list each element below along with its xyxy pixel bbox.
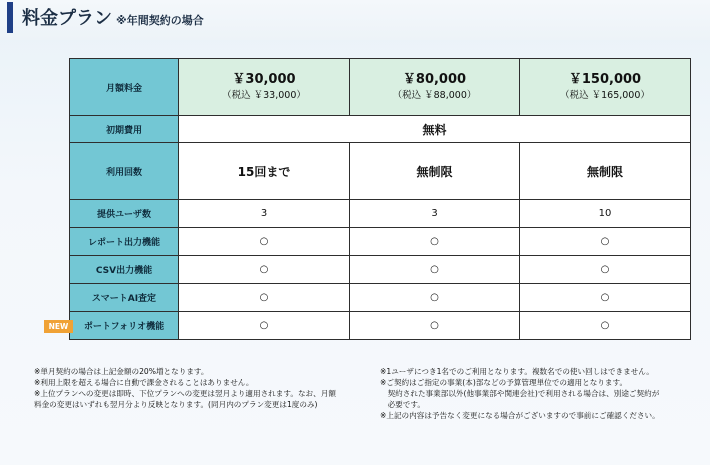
row-label-initial-fee: 初期費用 <box>70 116 179 143</box>
page-header <box>0 0 710 40</box>
notes-left <box>34 366 364 410</box>
note-line: ※利用上限を超える場合に自動で課金されることはありません。 <box>34 378 254 387</box>
note-line: 契約された事業部以外(他事業部や関連会社)で利用される場合は、別途ご契約が <box>380 389 660 398</box>
plan-usage: 無制限 <box>350 143 520 200</box>
row-label-smart-ai: スマートAI査定 <box>70 284 179 312</box>
table-row <box>70 228 691 256</box>
plan-report-available: ○ <box>520 228 691 256</box>
plan-usage: 15回まで <box>179 143 350 200</box>
page-title-text: 料金プラン <box>22 8 112 29</box>
table-row <box>70 59 691 116</box>
row-label-report: レポート出力機能 <box>70 228 179 256</box>
plan-users: 3 <box>179 200 350 228</box>
note-line: ※上記の内容は予告なく変更になる場合がございますので事前にご確認ください。 <box>380 411 660 420</box>
table-row <box>70 312 691 340</box>
row-label-usage-count: 利用回数 <box>70 143 179 200</box>
note-line: ※ご契約はご指定の事業(本)部などの予算管理単位での適用となります。 <box>380 378 628 387</box>
note-line: 必要です。 <box>380 400 425 409</box>
plan-price-cell <box>179 59 350 116</box>
row-label-users: 提供ユーザ数 <box>70 200 179 228</box>
initial-fee-value: 無料 <box>179 116 691 143</box>
plan-smart-ai-available: ○ <box>179 284 350 312</box>
notes-right <box>380 366 705 421</box>
plan-csv-available: ○ <box>350 256 520 284</box>
plan-users: 3 <box>350 200 520 228</box>
plan-price-tax: （税込 ￥33,000） <box>222 90 306 101</box>
plan-portfolio-available: ○ <box>520 312 691 340</box>
row-label-portfolio: ポートフォリオ機能 <box>70 312 179 340</box>
plan-smart-ai-available: ○ <box>350 284 520 312</box>
plan-users: 10 <box>520 200 691 228</box>
plan-report-available: ○ <box>350 228 520 256</box>
row-label-csv: CSV出力機能 <box>70 256 179 284</box>
pricing-table <box>69 58 691 340</box>
plan-smart-ai-available: ○ <box>520 284 691 312</box>
page-subtitle: ※年間契約の場合 <box>116 14 204 27</box>
new-badge: NEW <box>44 320 73 333</box>
note-line: ※1ユーザにつき1名でのご利用となります。複数名での使い回しはできません。 <box>380 367 654 376</box>
plan-price: ￥30,000 <box>232 72 296 87</box>
plan-price-tax: （税込 ￥88,000） <box>392 90 477 101</box>
table-row <box>70 116 691 143</box>
plan-portfolio-available: ○ <box>179 312 350 340</box>
plan-price: ￥150,000 <box>568 72 642 87</box>
table-row <box>70 200 691 228</box>
plan-price-cell <box>520 59 691 116</box>
table-row <box>70 143 691 200</box>
table-row <box>70 256 691 284</box>
plan-portfolio-available: ○ <box>350 312 520 340</box>
plan-price-cell <box>350 59 520 116</box>
plan-price-tax: （税込 ￥165,000） <box>560 90 650 101</box>
note-line: 料金の変更はいずれも翌月分より反映となります。(同月内のプラン変更は1度のみ) <box>34 400 318 409</box>
plan-price: ￥80,000 <box>402 72 467 87</box>
table-row <box>70 284 691 312</box>
plan-report-available: ○ <box>179 228 350 256</box>
plan-usage: 無制限 <box>520 143 691 200</box>
row-label-monthly-fee: 月額料金 <box>70 59 179 116</box>
title-accent-bar <box>7 2 13 33</box>
note-line: ※単月契約の場合は上記金額の20%増となります。 <box>34 367 209 376</box>
plan-csv-available: ○ <box>179 256 350 284</box>
page-title <box>22 4 204 30</box>
plan-csv-available: ○ <box>520 256 691 284</box>
note-line: ※上位プランへの変更は即時、下位プランへの変更は翌月より適用されます。なお、月額 <box>34 389 336 398</box>
